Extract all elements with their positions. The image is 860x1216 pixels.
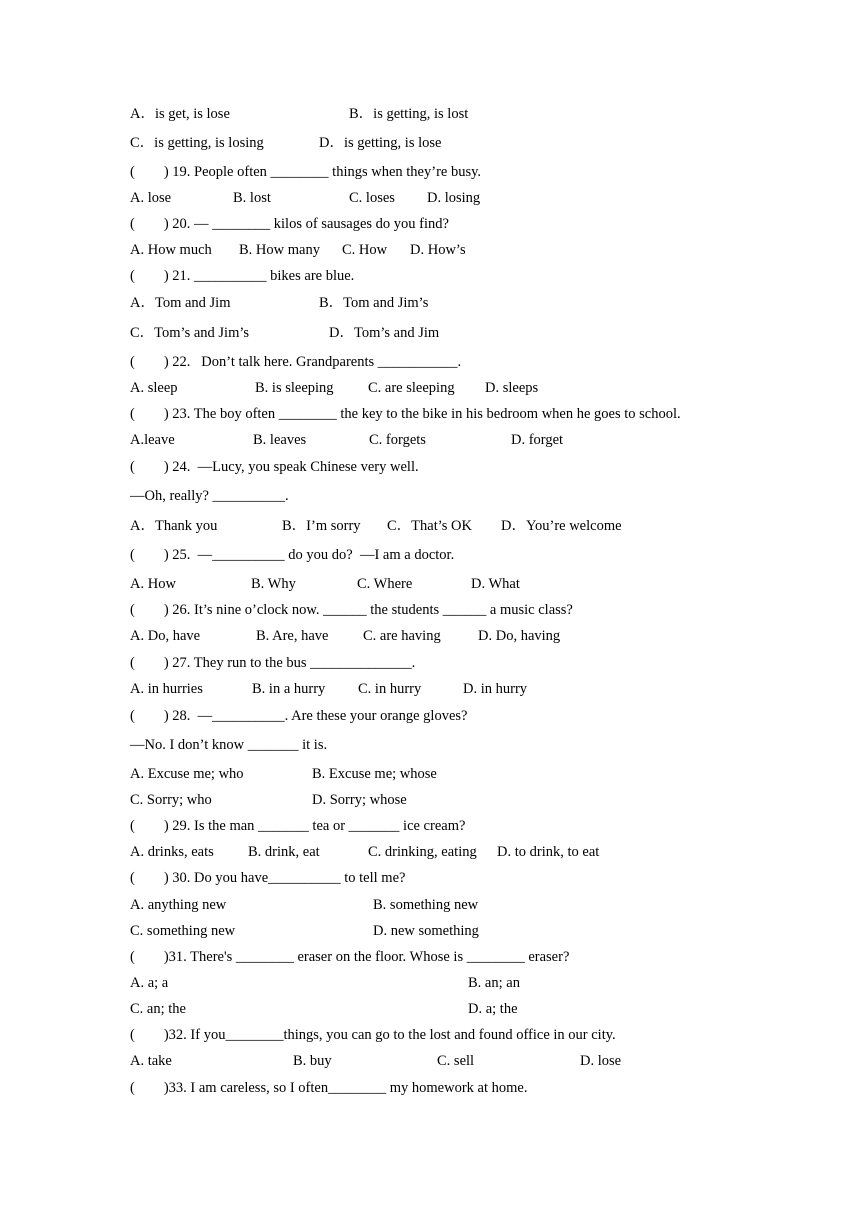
worksheet-line	[0, 187, 860, 209]
worksheet-line	[0, 705, 860, 727]
answer-option: C. loses	[349, 190, 395, 206]
question-text: ( )33. I am careless, so I often________ my homework at home.	[130, 1080, 528, 1096]
answer-option: B. Excuse me; whose	[312, 766, 437, 782]
worksheet-line	[0, 789, 860, 811]
worksheet-line	[0, 161, 860, 183]
worksheet-line	[0, 920, 860, 942]
answer-option: D. forget	[511, 432, 564, 448]
answer-option: B. Why	[251, 576, 296, 592]
worksheet-line	[0, 652, 860, 674]
worksheet-line	[0, 815, 860, 837]
answer-option: A. anything new	[130, 897, 227, 913]
question-text: ( ) 19. People often ________ things when they’re busy.	[130, 164, 482, 180]
worksheet-line	[0, 103, 860, 125]
answer-option: B．Tom and Jim’s	[319, 295, 429, 311]
answer-option: C. sell	[437, 1053, 475, 1069]
answer-option: C. forgets	[369, 432, 426, 448]
worksheet-line	[0, 599, 860, 621]
answer-option: A. in hurries	[130, 681, 203, 697]
answer-option: D. Sorry; whose	[312, 792, 407, 808]
answer-option: C. How	[342, 242, 388, 258]
answer-option: B. How many	[239, 242, 320, 258]
answer-option: D. Do, having	[478, 628, 561, 644]
answer-option: B. in a hurry	[252, 681, 326, 697]
worksheet-line	[0, 377, 860, 399]
worksheet-line	[0, 763, 860, 785]
question-text: ( ) 30. Do you have__________ to tell me?	[130, 870, 406, 886]
answer-option: B. an; an	[468, 975, 520, 991]
answer-option: D. What	[471, 576, 520, 592]
worksheet-line	[0, 946, 860, 968]
worksheet-line	[0, 678, 860, 700]
answer-option: B. something new	[373, 897, 479, 913]
answer-option: B．I’m sorry	[282, 518, 361, 534]
answer-option: A．is get, is lose	[130, 106, 230, 122]
answer-option: C. are sleeping	[368, 380, 455, 396]
worksheet-line	[0, 213, 860, 235]
answer-option: A. How much	[130, 242, 212, 258]
answer-option: A. a; a	[130, 975, 169, 991]
question-text: ( )32. If you________things, you can go to the lost and found office in our city.	[130, 1027, 616, 1043]
question-text: ( ) 22. Don’t talk here. Grandparents ___________.	[130, 354, 462, 370]
answer-option: A. take	[130, 1053, 172, 1069]
answer-option: A.leave	[130, 432, 175, 448]
answer-option: C．Tom’s and Jim’s	[130, 325, 250, 341]
answer-option: A. How	[130, 576, 176, 592]
worksheet-line	[0, 403, 860, 425]
answer-option: C．That’s OK	[387, 518, 472, 534]
worksheet-line	[0, 456, 860, 478]
question-text: ( )31. There's ________ eraser on the floor. Whose is ________ eraser?	[130, 949, 570, 965]
answer-option: D. a; the	[468, 1001, 518, 1017]
answer-option: B. drink, eat	[248, 844, 320, 860]
worksheet-line	[0, 292, 860, 314]
answer-option: D. to drink, to eat	[497, 844, 600, 860]
answer-option: C. something new	[130, 923, 236, 939]
answer-option: A．Thank you	[130, 518, 218, 534]
worksheet-line	[0, 998, 860, 1020]
question-text: ( ) 21. __________ bikes are blue.	[130, 268, 355, 284]
answer-option: D. losing	[427, 190, 481, 206]
answer-option: B. leaves	[253, 432, 307, 448]
answer-option: D. new something	[373, 923, 479, 939]
answer-option: B．is getting, is lost	[349, 106, 469, 122]
answer-option: A. sleep	[130, 380, 178, 396]
question-text: ( ) 20. — ________ kilos of sausages do you find?	[130, 216, 449, 232]
answer-option: D. lose	[580, 1053, 622, 1069]
answer-option: B. buy	[293, 1053, 332, 1069]
answer-option: C. drinking, eating	[368, 844, 477, 860]
answer-option: A. Excuse me; who	[130, 766, 244, 782]
answer-option: A. lose	[130, 190, 172, 206]
worksheet-line	[0, 132, 860, 154]
worksheet-line	[0, 515, 860, 537]
worksheet-line	[0, 841, 860, 863]
answer-option: A. drinks, eats	[130, 844, 214, 860]
answer-option: C. Where	[357, 576, 413, 592]
question-text: ( ) 29. Is the man _______ tea or _______ ice cream?	[130, 818, 466, 834]
worksheet-line	[0, 1050, 860, 1072]
worksheet-line	[0, 972, 860, 994]
answer-option: C. are having	[363, 628, 441, 644]
worksheet-line	[0, 894, 860, 916]
worksheet-line	[0, 1077, 860, 1099]
answer-option: B. lost	[233, 190, 271, 206]
worksheet-line	[0, 322, 860, 344]
worksheet-line	[0, 265, 860, 287]
dialogue-text: —Oh, really? __________.	[130, 488, 289, 504]
answer-option: A. Do, have	[130, 628, 201, 644]
answer-option: D. How’s	[410, 242, 466, 258]
worksheet-line	[0, 1024, 860, 1046]
answer-option: D．Tom’s and Jim	[329, 325, 440, 341]
question-text: ( ) 23. The boy often ________ the key to the bike in his bedroom when he goes to school.	[130, 406, 681, 422]
answer-option: B. Are, have	[256, 628, 329, 644]
worksheet-line	[0, 867, 860, 889]
answer-option: D. in hurry	[463, 681, 528, 697]
worksheet-line	[0, 734, 860, 756]
answer-option: A．Tom and Jim	[130, 295, 231, 311]
dialogue-text: —No. I don’t know _______ it is.	[130, 737, 328, 753]
question-text: ( ) 26. It’s nine o’clock now. ______ the students ______ a music class?	[130, 602, 573, 618]
answer-option: C. in hurry	[358, 681, 422, 697]
worksheet-line	[0, 351, 860, 373]
worksheet-line	[0, 429, 860, 451]
answer-option: C. Sorry; who	[130, 792, 212, 808]
question-text: ( ) 28. —__________. Are these your orange gloves?	[130, 708, 468, 724]
worksheet-line	[0, 625, 860, 647]
worksheet-line	[0, 239, 860, 261]
answer-option: D．You’re welcome	[501, 518, 622, 534]
question-text: ( ) 25. —__________ do you do? —I am a doctor.	[130, 547, 455, 563]
question-text: ( ) 24. —Lucy, you speak Chinese very well.	[130, 459, 419, 475]
answer-option: B. is sleeping	[255, 380, 334, 396]
answer-option: D. sleeps	[485, 380, 539, 396]
worksheet-line	[0, 573, 860, 595]
answer-option: C. an; the	[130, 1001, 186, 1017]
worksheet-line	[0, 485, 860, 507]
answer-option: C．is getting, is losing	[130, 135, 264, 151]
worksheet-line	[0, 544, 860, 566]
answer-option: D．is getting, is lose	[319, 135, 442, 151]
question-text: ( ) 27. They run to the bus ______________.	[130, 655, 416, 671]
